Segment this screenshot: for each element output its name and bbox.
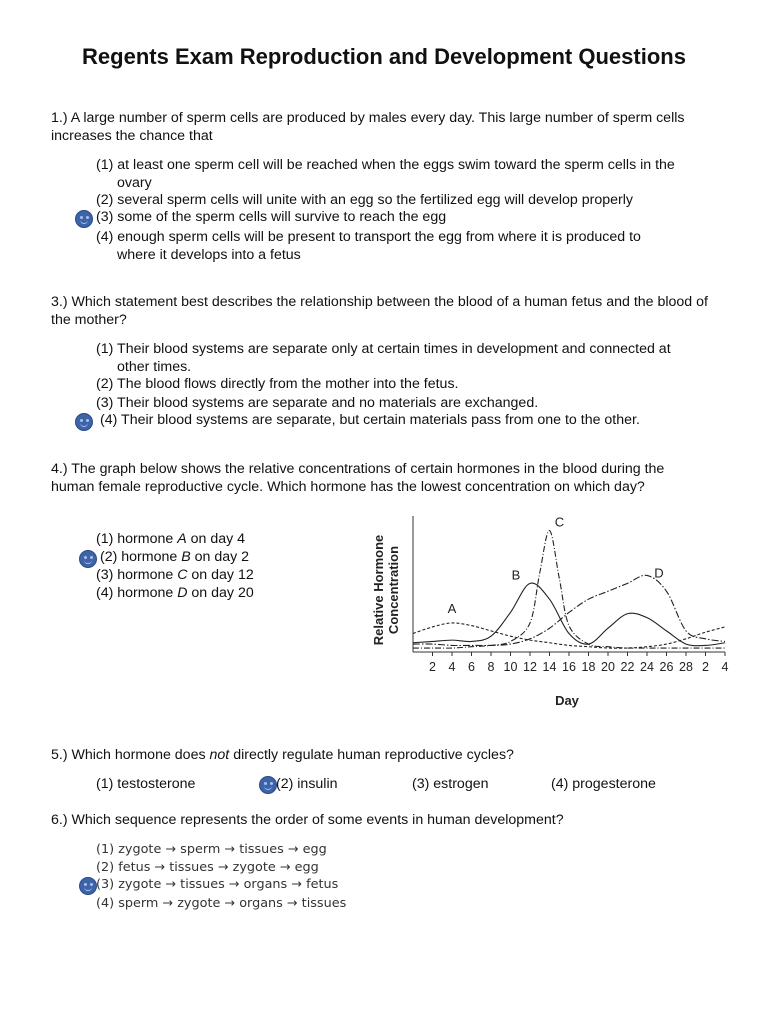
q3-option-1[interactable] xyxy=(96,341,736,376)
q3-option-4-label: (4) Their blood systems are separate, but certain materials pass from one to the other. xyxy=(100,412,640,428)
hormone-chart xyxy=(360,510,740,710)
hormone-C-line xyxy=(413,531,725,649)
q4-option-3-pre: (3) hormone xyxy=(96,567,178,583)
chart-x-tick-label: 28 xyxy=(679,660,693,674)
q1-option-1-cont: ovary xyxy=(117,174,152,191)
series-label-A: A xyxy=(447,600,457,616)
chart-x-tick-label: 10 xyxy=(503,660,518,674)
chart-x-tick-label: 18 xyxy=(581,660,596,674)
series-label-B: B xyxy=(511,567,521,583)
chart-x-tick-label: 12 xyxy=(523,660,537,674)
chart-x-tick-label: 22 xyxy=(620,660,635,674)
chart-x-tick-label: 20 xyxy=(601,660,615,674)
page-title: Regents Exam Reproduction and Development Questions xyxy=(82,44,686,69)
chart-x-tick-label: 2 xyxy=(429,660,436,674)
chart-ylabel-line2: Concentration xyxy=(386,545,401,635)
q6-option-4[interactable]: (4) sperm → zygote → organs → tissues xyxy=(96,896,347,911)
q5-stem-post: directly regulate human reproductive cycles? xyxy=(229,747,514,763)
q1-option-3-label: (3) some of the sperm cells will survive to reach the egg xyxy=(96,209,447,225)
q3-option-3[interactable] xyxy=(96,395,736,413)
hormone-B-line xyxy=(413,583,725,646)
q4-option-1-hormone: A xyxy=(177,531,187,547)
hormone-D-line xyxy=(413,575,725,645)
chart-x-tick-label: 8 xyxy=(487,660,495,674)
q4-option-1-pre: (1) hormone xyxy=(96,531,178,547)
chart-x-tick-label: 26 xyxy=(659,660,674,674)
q1-option-4-cont: where it develops into a fetus xyxy=(117,246,301,263)
chart-x-tick-label: 2 xyxy=(702,660,709,674)
chart-xlabel: Day xyxy=(555,693,579,708)
q4-option-2-post: on day 2 xyxy=(190,549,250,565)
chart-x-tick-label: 24 xyxy=(640,660,654,674)
q3-option-2[interactable] xyxy=(96,376,736,394)
chart-x-tick-label: 4 xyxy=(448,660,456,674)
question-1-stem: 1.) A large number of sperm cells are produced by males every day. This large number of sperm cells increases the chance that xyxy=(51,110,685,144)
q4-option-2-pre: (2) hormone xyxy=(100,549,182,565)
q5-option-4[interactable]: (4) progesterone xyxy=(551,776,656,792)
q1-option-2[interactable] xyxy=(96,192,736,210)
chart-x-tick-label: 14 xyxy=(542,660,557,674)
q1-option-2-label: (2) several sperm cells will unite with an egg so the fertilized egg will develop properly xyxy=(96,192,634,208)
answer-marker-icon xyxy=(259,776,277,794)
answer-marker-icon xyxy=(79,877,97,895)
q6-option-2[interactable]: (2) fetus → tissues → zygote → egg xyxy=(96,860,319,875)
q4-option-3-hormone: C xyxy=(177,567,188,583)
q5-option-1[interactable]: (1) testosterone xyxy=(96,776,196,792)
q3-option-1-label: (1) Their blood systems are separate only at certain times in development and connected at xyxy=(96,341,671,357)
q3-option-2-label: (2) The blood flows directly from the mother into the fetus. xyxy=(96,376,459,392)
q3-option-3-label: (3) Their blood systems are separate and no materials are exchanged. xyxy=(96,395,539,411)
q5-stem-pre: 5.) Which hormone does xyxy=(51,747,210,763)
q4-option-3-post: on day 12 xyxy=(187,567,254,583)
q1-option-4-label: (4) enough sperm cells will be present to transport the egg from where it is produced to xyxy=(96,229,641,245)
q4-option-1-post: on day 4 xyxy=(186,531,246,547)
chart-x-tick-label: 6 xyxy=(468,660,475,674)
hormone-A-line xyxy=(413,623,725,648)
q4-option-4-post: on day 20 xyxy=(187,585,254,601)
answer-marker-icon xyxy=(79,550,97,568)
q4-option-4-hormone: D xyxy=(177,585,188,601)
q5-option-2[interactable]: (2) insulin xyxy=(276,776,338,792)
question-4-stem: 4.) The graph below shows the relative concentrations of certain hormones in the blood during the human female reproductive cycle. Which hormone has the lowest concentration on which day? xyxy=(51,461,665,495)
q3-option-4[interactable] xyxy=(100,412,740,430)
question-6-stem: 6.) Which sequence represents the order of some events in human development? xyxy=(51,812,564,828)
answer-marker-icon xyxy=(75,413,93,431)
q6-option-1[interactable]: (1) zygote → sperm → tissues → egg xyxy=(96,842,327,857)
series-label-D: D xyxy=(654,565,664,581)
q5-option-3[interactable]: (3) estrogen xyxy=(412,776,489,792)
question-5-stem xyxy=(51,746,711,764)
chart-x-tick-label: 4 xyxy=(721,660,729,674)
chart-x-tick-label: 16 xyxy=(562,660,576,674)
q1-option-3[interactable] xyxy=(96,209,736,227)
q5-stem-emphasis: not xyxy=(209,747,230,763)
chart-ylabel: Relative Hormone xyxy=(371,534,386,646)
series-label-C: C xyxy=(554,514,565,530)
q1-option-1-label: (1) at least one sperm cell will be reached when the eggs swim toward the sperm cells in the xyxy=(96,157,675,173)
q4-option-4-pre: (4) hormone xyxy=(96,585,178,601)
answer-marker-icon xyxy=(75,210,93,228)
q3-option-1-cont: other times. xyxy=(117,358,192,375)
q1-option-1[interactable] xyxy=(96,157,736,192)
q1-option-4[interactable] xyxy=(96,229,736,264)
question-3-stem: 3.) Which statement best describes the relationship between the blood of a human fetus and the blood of the mother? xyxy=(51,294,708,328)
q4-option-2-hormone: B xyxy=(181,549,191,565)
q6-option-3[interactable]: (3) zygote → tissues → organs → fetus xyxy=(96,877,339,892)
